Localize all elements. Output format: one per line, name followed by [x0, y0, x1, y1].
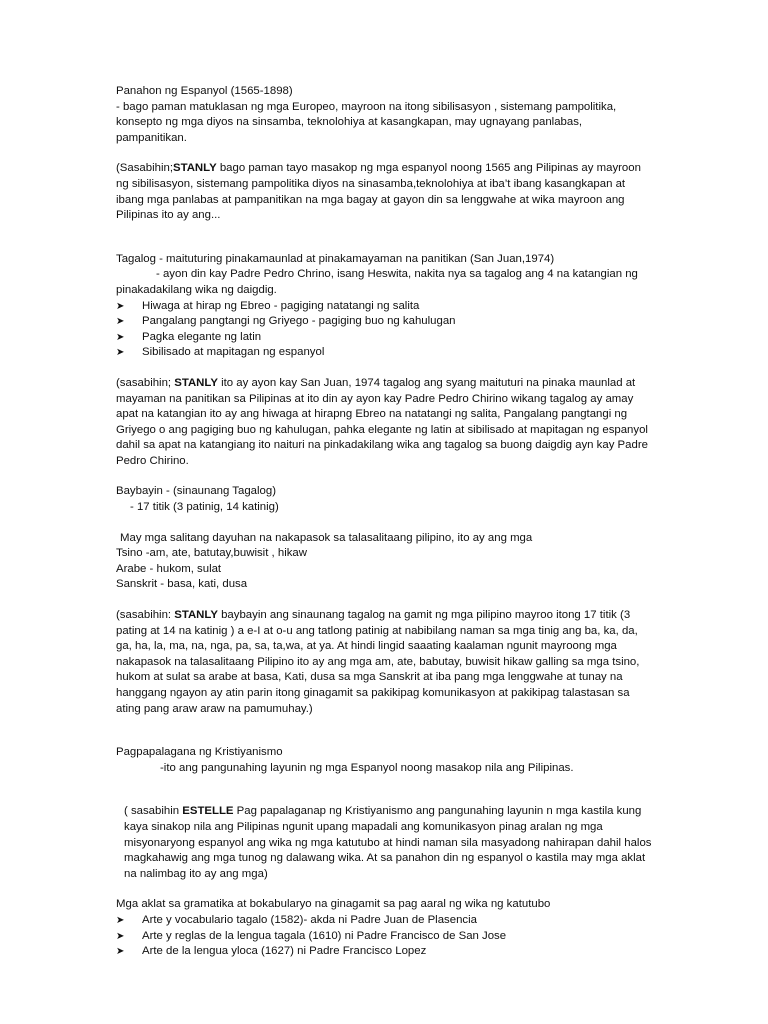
note-text: bago paman tayo masakop ng mga espanyol noong 1565 ang Pilipinas ay mayroon ng sibilisasyon, sistemang pampolitika diyos na sinasamba,teknolohiya at iba’t ibang kasangkapan at ibang mga panlabas at pampanitikan na mga bagay at gayon din sa lenggwahe at wika mayroon ang Pilipinas ito ay ang... [116, 162, 641, 222]
note-open: (sasabihin; [116, 376, 175, 389]
intro-paragraph: - bago paman matuklasan ng mga Europeo, mayroon na itong sibilisasyon , sistemang pampolitika, konsepto ng mga diyos na sinsamba, teknolohiya at kasangkapan, may ugnayang panlabas, pampanitikan. [116, 100, 617, 144]
note-text: baybayin ang sinaunang tagalog na gamit ng mga pilipino mayroo itong 17 titik (3 pating at 14 na katinig ) a e-I at o-u ang tatlong patinig at nabibilang naman sa mga tinig ang ba, ka, da, ga, ha, la, ma, na, nga, pa, sa, ta,wa, at ya. At hindi lingid saaating kaalaman ngunit mayroong mga nakapasok na talasalitaang Pilipino ito ay ang mga am, ate, babutay, buwisit hikaw galling sa mga tsino, hukom at sulat sa arabe at basa, Kati, dusa sa mga Sanskrit at iba pang mga lenggwahe at tunay na hanggang ngayon ay atin parin itong ginagamit sa pakikipag komunikasyon at pakikipag talastasan sa ating pang araw araw na pamumuhay.) [116, 609, 640, 715]
arrow-bullet-icon: ➤ [116, 316, 125, 328]
list-item [116, 944, 656, 960]
list-item [116, 929, 656, 945]
list-item-text: Pagka elegante ng latin [142, 330, 262, 343]
loanwords-arabe: Arabe - hukom, sulat [116, 562, 222, 575]
note-open: ( sasabihin [124, 805, 183, 818]
section-heading-baybayin: Baybayin - (sinaunang Tagalog) [116, 485, 276, 498]
list-item [116, 314, 656, 330]
list-item-text: Arte y vocabulario tagalo (1582)- akda ni Padre Juan de Plasencia [142, 913, 477, 926]
list-item [116, 299, 656, 315]
section-heading-espanyol: Panahon ng Espanyol (1565-1898) [116, 85, 293, 97]
spacer [116, 717, 656, 745]
speaker-name: STANLY [174, 376, 218, 389]
spacer [116, 469, 656, 484]
note-open: (sasabihin: [116, 609, 175, 622]
arrow-bullet-icon: ➤ [116, 946, 125, 958]
list-item-text: Pangalang pangtangi ng Griyego - pagiging buo ng kahulugan [142, 315, 456, 328]
loanwords-sanskrit: Sanskrit - basa, kati, dusa [116, 578, 248, 591]
note-text: Pag papalaganap ng Kristiyanismo ang pangunahing layunin n mga kastila kung kaya sinakop nila ang Pilipinas ngunit upang mapadali ang komunikasyon pinag aralan ng mga misyonaryong espanyol ang wika ng mga katutubo at hindi naman sila masyadong nahirapan dahil halos magkahawig ang mga tunog ng dalawang wika. At sa panahon din ng espanyol o kastila may mga aklat na nalimbag ito ay ang mga) [124, 805, 652, 880]
list-item [116, 345, 656, 361]
loanwords-intro: May mga salitang dayuhan na nakapasok sa talasalitaang pilipino, ito ay ang mga [120, 531, 533, 544]
arrow-bullet-icon: ➤ [116, 930, 125, 942]
speaker-name: ESTELLE [182, 805, 234, 818]
arrow-bullet-icon: ➤ [116, 300, 125, 312]
list-item-text: Arte de la lengua yloca (1627) ni Padre Francisco Lopez [142, 945, 427, 958]
arrow-bullet-icon: ➤ [116, 331, 125, 343]
list-item [116, 913, 656, 929]
section-heading-tagalog: Tagalog - maituturing pinakamaunlad at pinakamayaman na panitikan (San Juan,1974) [116, 252, 555, 265]
speaker-note-4 [116, 804, 656, 882]
section-heading-kristiyanismo: Pagpapalagana ng Kristiyanismo [116, 746, 283, 759]
spacer [116, 776, 656, 804]
speaker-note-2 [116, 376, 656, 470]
list-item [116, 330, 656, 346]
speaker-note-1 [116, 161, 656, 223]
note-text: ito ay ayon kay San Juan, 1974 tagalog ang syang maituturi na pinaka maunlad at mayaman na panitikan sa Pilipinas at ito din ay ayon kay Padre Pedro Chirino wikang tagalog ay amay apat na katangian ito ay ang hiwaga at hirapng Ebreo na natatangi ng salita, Pangalang pangtangi ng Griyego o ang pagiging buo ng kahulugan, pahka elegante ng latin at sibilisado at mapitagan ng espanyol dahil sa apat na katangiang ito naituri na pinkadakilang wika ang tagalog sa buong daigdig ayn kay Padre Pedro Chirino. [116, 376, 648, 467]
tagalog-sub-text: - ayon din kay Padre Pedro Chrino, isang Heswita, nakita nya sa tagalog ang 4 na katangian ng pinakadakilang wika ng daigdig. [116, 268, 638, 296]
arrow-bullet-icon: ➤ [116, 347, 125, 359]
tagalog-sub [116, 267, 656, 298]
spacer [116, 361, 656, 376]
baybayin-sub: - 17 titik (3 patinig, 14 katinig) [130, 501, 279, 514]
speaker-name: STANLY [173, 162, 217, 175]
list-item-text: Arte y reglas de la lengua tagala (1610) ni Padre Francisco de San Jose [142, 929, 507, 942]
books-list [116, 913, 656, 960]
note-open: (Sasabihin; [116, 162, 173, 175]
spacer [116, 882, 656, 897]
arrow-bullet-icon: ➤ [116, 914, 125, 926]
spacer [116, 593, 656, 608]
kristiyanismo-sub: -ito ang pangunahing layunin ng mga Espanyol noong masakop nila ang Pilipinas. [160, 761, 574, 774]
spacer [116, 146, 656, 161]
spacer [116, 516, 656, 531]
speaker-name: STANLY [174, 609, 218, 622]
loanwords-tsino: Tsino -am, ate, batutay,buwisit , hikaw [116, 547, 307, 560]
document-body [116, 84, 656, 960]
books-intro: Mga aklat sa gramatika at bokabularyo na ginagamit sa pag aaral ng wika ng katutubo [116, 898, 551, 911]
spacer [116, 224, 656, 252]
list-item-text: Sibilisado at mapitagan ng espanyol [142, 346, 325, 359]
speaker-note-3 [116, 608, 656, 717]
list-item-text: Hiwaga at hirap ng Ebreo - pagiging natatangi ng salita [142, 299, 420, 312]
tagalog-points-list [116, 299, 656, 361]
